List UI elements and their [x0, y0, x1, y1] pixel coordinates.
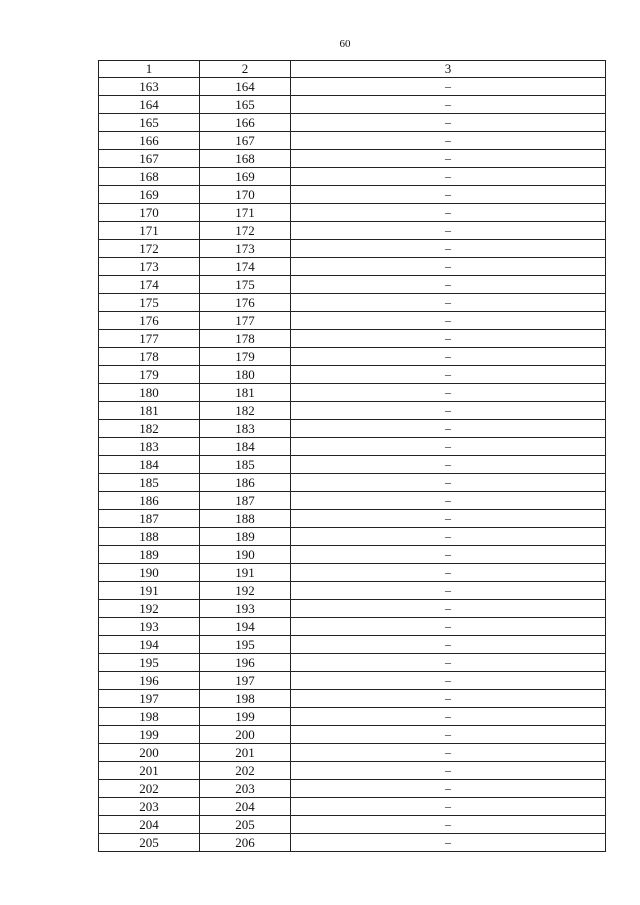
cell-col-3: – [291, 348, 606, 366]
table-row [99, 726, 606, 744]
table-row [99, 528, 606, 546]
cell-col-3: – [291, 708, 606, 726]
table-row [99, 582, 606, 600]
cell-col-2: 193 [200, 600, 291, 618]
table-row [99, 132, 606, 150]
cell-col-1: 167 [99, 150, 200, 168]
table-row [99, 798, 606, 816]
cell-col-1: 181 [99, 402, 200, 420]
cell-col-1: 169 [99, 186, 200, 204]
cell-col-3: – [291, 240, 606, 258]
table-row [99, 402, 606, 420]
table-row [99, 618, 606, 636]
cell-col-2: 199 [200, 708, 291, 726]
cell-col-3: – [291, 438, 606, 456]
table-row [99, 312, 606, 330]
cell-col-1: 185 [99, 474, 200, 492]
cell-col-2: 164 [200, 78, 291, 96]
header-row [99, 61, 606, 78]
cell-col-3: – [291, 510, 606, 528]
cell-col-2: 177 [200, 312, 291, 330]
cell-col-3: – [291, 258, 606, 276]
cell-col-3: – [291, 600, 606, 618]
cell-col-3: – [291, 834, 606, 852]
cell-col-2: 186 [200, 474, 291, 492]
column-header-2: 2 [200, 61, 291, 78]
cell-col-3: – [291, 546, 606, 564]
cell-col-3: – [291, 420, 606, 438]
cell-col-1: 163 [99, 78, 200, 96]
table-row [99, 348, 606, 366]
cell-col-1: 177 [99, 330, 200, 348]
cell-col-2: 171 [200, 204, 291, 222]
cell-col-2: 178 [200, 330, 291, 348]
cell-col-1: 187 [99, 510, 200, 528]
cell-col-3: – [291, 672, 606, 690]
cell-col-2: 187 [200, 492, 291, 510]
cell-col-3: – [291, 168, 606, 186]
cell-col-3: – [291, 762, 606, 780]
column-header-3: 3 [291, 61, 606, 78]
cell-col-2: 198 [200, 690, 291, 708]
cell-col-1: 196 [99, 672, 200, 690]
cell-col-3: – [291, 204, 606, 222]
cell-col-1: 173 [99, 258, 200, 276]
cell-col-1: 170 [99, 204, 200, 222]
table-row [99, 114, 606, 132]
table-body [99, 78, 606, 852]
cell-col-1: 174 [99, 276, 200, 294]
table-row [99, 600, 606, 618]
cell-col-2: 183 [200, 420, 291, 438]
table-row [99, 186, 606, 204]
cell-col-3: – [291, 114, 606, 132]
cell-col-3: – [291, 150, 606, 168]
table-row [99, 780, 606, 798]
cell-col-1: 205 [99, 834, 200, 852]
cell-col-2: 196 [200, 654, 291, 672]
table-row [99, 78, 606, 96]
table-row [99, 150, 606, 168]
cell-col-1: 183 [99, 438, 200, 456]
data-table [98, 60, 606, 852]
cell-col-1: 200 [99, 744, 200, 762]
cell-col-2: 195 [200, 636, 291, 654]
cell-col-1: 166 [99, 132, 200, 150]
cell-col-2: 179 [200, 348, 291, 366]
cell-col-2: 204 [200, 798, 291, 816]
cell-col-3: – [291, 294, 606, 312]
cell-col-3: – [291, 582, 606, 600]
table-row [99, 636, 606, 654]
table-row [99, 330, 606, 348]
cell-col-1: 172 [99, 240, 200, 258]
table-row [99, 690, 606, 708]
cell-col-3: – [291, 474, 606, 492]
table-row [99, 438, 606, 456]
table-row [99, 240, 606, 258]
cell-col-1: 186 [99, 492, 200, 510]
table-row [99, 222, 606, 240]
cell-col-1: 179 [99, 366, 200, 384]
cell-col-3: – [291, 492, 606, 510]
cell-col-2: 165 [200, 96, 291, 114]
cell-col-2: 175 [200, 276, 291, 294]
cell-col-2: 206 [200, 834, 291, 852]
table-row [99, 456, 606, 474]
cell-col-3: – [291, 330, 606, 348]
cell-col-3: – [291, 96, 606, 114]
cell-col-1: 198 [99, 708, 200, 726]
cell-col-2: 176 [200, 294, 291, 312]
cell-col-3: – [291, 402, 606, 420]
cell-col-2: 166 [200, 114, 291, 132]
cell-col-1: 176 [99, 312, 200, 330]
cell-col-2: 173 [200, 240, 291, 258]
cell-col-2: 192 [200, 582, 291, 600]
cell-col-1: 164 [99, 96, 200, 114]
cell-col-3: – [291, 132, 606, 150]
cell-col-2: 203 [200, 780, 291, 798]
cell-col-1: 188 [99, 528, 200, 546]
cell-col-3: – [291, 78, 606, 96]
cell-col-1: 203 [99, 798, 200, 816]
cell-col-1: 204 [99, 816, 200, 834]
cell-col-2: 174 [200, 258, 291, 276]
table-row [99, 204, 606, 222]
cell-col-3: – [291, 816, 606, 834]
cell-col-2: 169 [200, 168, 291, 186]
cell-col-1: 189 [99, 546, 200, 564]
cell-col-2: 182 [200, 402, 291, 420]
cell-col-2: 197 [200, 672, 291, 690]
cell-col-2: 205 [200, 816, 291, 834]
cell-col-3: – [291, 690, 606, 708]
cell-col-2: 191 [200, 564, 291, 582]
cell-col-2: 167 [200, 132, 291, 150]
table-row [99, 366, 606, 384]
table-row [99, 420, 606, 438]
cell-col-1: 194 [99, 636, 200, 654]
cell-col-1: 191 [99, 582, 200, 600]
cell-col-2: 170 [200, 186, 291, 204]
cell-col-3: – [291, 618, 606, 636]
cell-col-3: – [291, 564, 606, 582]
cell-col-2: 168 [200, 150, 291, 168]
cell-col-1: 197 [99, 690, 200, 708]
cell-col-1: 178 [99, 348, 200, 366]
cell-col-3: – [291, 798, 606, 816]
cell-col-3: – [291, 780, 606, 798]
table-row [99, 96, 606, 114]
table-row [99, 564, 606, 582]
cell-col-1: 201 [99, 762, 200, 780]
table-row [99, 816, 606, 834]
cell-col-2: 172 [200, 222, 291, 240]
table-row [99, 492, 606, 510]
cell-col-1: 180 [99, 384, 200, 402]
cell-col-2: 180 [200, 366, 291, 384]
cell-col-3: – [291, 726, 606, 744]
cell-col-2: 190 [200, 546, 291, 564]
table-row [99, 708, 606, 726]
cell-col-2: 200 [200, 726, 291, 744]
cell-col-1: 175 [99, 294, 200, 312]
cell-col-3: – [291, 222, 606, 240]
cell-col-2: 201 [200, 744, 291, 762]
cell-col-1: 202 [99, 780, 200, 798]
table-row [99, 384, 606, 402]
cell-col-2: 194 [200, 618, 291, 636]
page-number: 60 [339, 38, 351, 50]
cell-col-1: 193 [99, 618, 200, 636]
cell-col-3: – [291, 366, 606, 384]
column-header-1: 1 [99, 61, 200, 78]
cell-col-2: 188 [200, 510, 291, 528]
cell-col-1: 195 [99, 654, 200, 672]
table-row [99, 474, 606, 492]
cell-col-1: 192 [99, 600, 200, 618]
cell-col-2: 181 [200, 384, 291, 402]
table-row [99, 834, 606, 852]
cell-col-3: – [291, 312, 606, 330]
cell-col-1: 190 [99, 564, 200, 582]
table-row [99, 762, 606, 780]
cell-col-3: – [291, 528, 606, 546]
table-row [99, 294, 606, 312]
cell-col-1: 184 [99, 456, 200, 474]
cell-col-2: 189 [200, 528, 291, 546]
cell-col-2: 202 [200, 762, 291, 780]
table-row [99, 276, 606, 294]
table-row [99, 654, 606, 672]
cell-col-3: – [291, 456, 606, 474]
cell-col-1: 199 [99, 726, 200, 744]
table-row [99, 744, 606, 762]
cell-col-1: 171 [99, 222, 200, 240]
table-row [99, 510, 606, 528]
table-row [99, 168, 606, 186]
cell-col-3: – [291, 384, 606, 402]
cell-col-2: 185 [200, 456, 291, 474]
cell-col-3: – [291, 744, 606, 762]
table-row [99, 546, 606, 564]
cell-col-3: – [291, 654, 606, 672]
cell-col-3: – [291, 186, 606, 204]
table-row [99, 672, 606, 690]
cell-col-1: 165 [99, 114, 200, 132]
cell-col-1: 182 [99, 420, 200, 438]
table-row [99, 258, 606, 276]
cell-col-3: – [291, 276, 606, 294]
cell-col-2: 184 [200, 438, 291, 456]
cell-col-3: – [291, 636, 606, 654]
cell-col-1: 168 [99, 168, 200, 186]
